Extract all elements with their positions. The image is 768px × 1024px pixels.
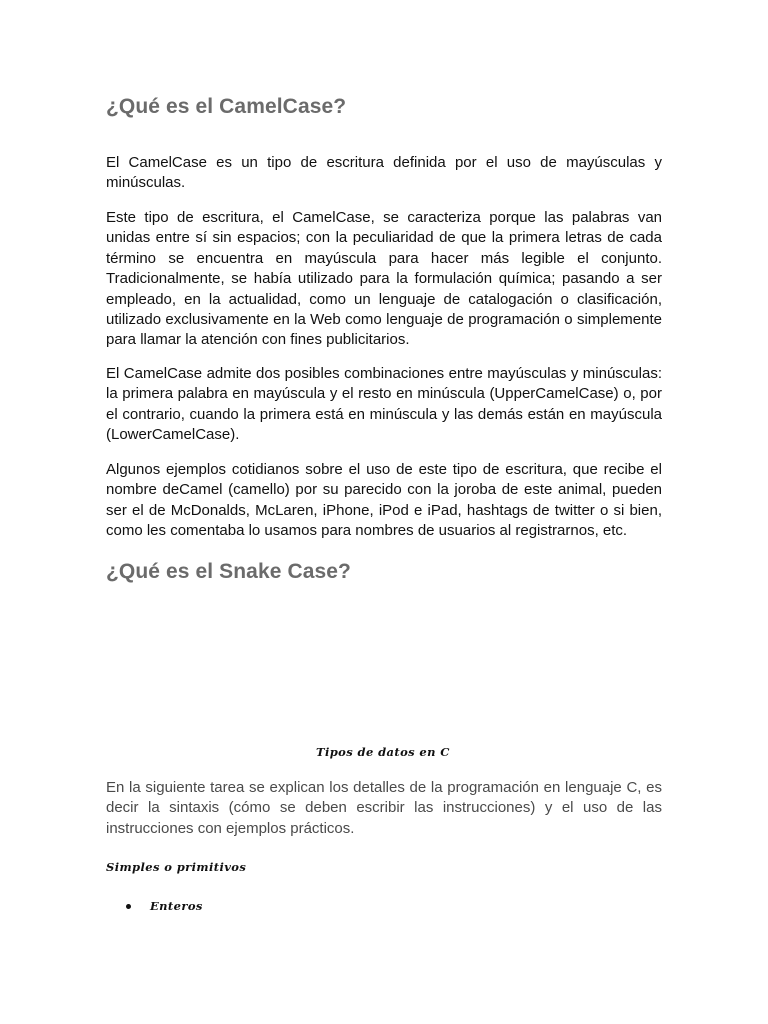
tipos-title: Tipos de datos en C (316, 745, 450, 759)
list-item (126, 896, 203, 916)
snakecase-heading: ¿Qué es el Snake Case? (106, 560, 351, 583)
list-item-label: Enteros (150, 899, 203, 913)
simples-heading: Simples o primitivos (106, 860, 247, 874)
tipos-intro-paragraph: En la siguiente tarea se explican los detalles de la programación en lenguaje C, es decir la sintaxis (cómo se deben escribir las instrucciones) y el uso de las instrucciones con ejemplos prácticos. (106, 779, 662, 837)
camelcase-paragraph-2: Este tipo de escritura, el CamelCase, se caracteriza porque las palabras van unidas entre sí sin espacios; con la peculiaridad de que la primera letras de cada término se encuentra en mayúscula para hacer más legible el conjunto. Tradicionalmente, se había utilizado para la formulación química; pasando a ser empleado, en la actualidad, como un lenguaje de catalogación o clasificación, utilizado exclusivamente en la Web como lenguaje de programación o simplemente para llamar la atención con fines publicitarios. (106, 209, 662, 349)
document-page (106, 0, 662, 1024)
camelcase-paragraph-1: El CamelCase es un tipo de escritura definida por el uso de mayúsculas y minúsculas. (106, 154, 662, 192)
bullet-icon (126, 904, 131, 909)
camelcase-heading: ¿Qué es el CamelCase? (106, 95, 347, 118)
camelcase-paragraph-4: Algunos ejemplos cotidianos sobre el uso de este tipo de escritura, que recibe el nombre deCamel (camello) por su parecido con la joroba de este animal, pueden ser el de McDonalds, McLaren, iPhone, iPod e iPad, hashtags de twitter o si bien, como les comentaba lo usamos para nombres de usuarios al registrarnos, etc. (106, 461, 662, 540)
camelcase-paragraph-3: El CamelCase admite dos posibles combinaciones entre mayúsculas y minúsculas: la primera palabra en mayúscula y el resto en minúscula (UpperCamelCase) o, por el contrario, cuando la primera está en minúscula y las demás están en mayúscula (LowerCamelCase). (106, 365, 662, 444)
